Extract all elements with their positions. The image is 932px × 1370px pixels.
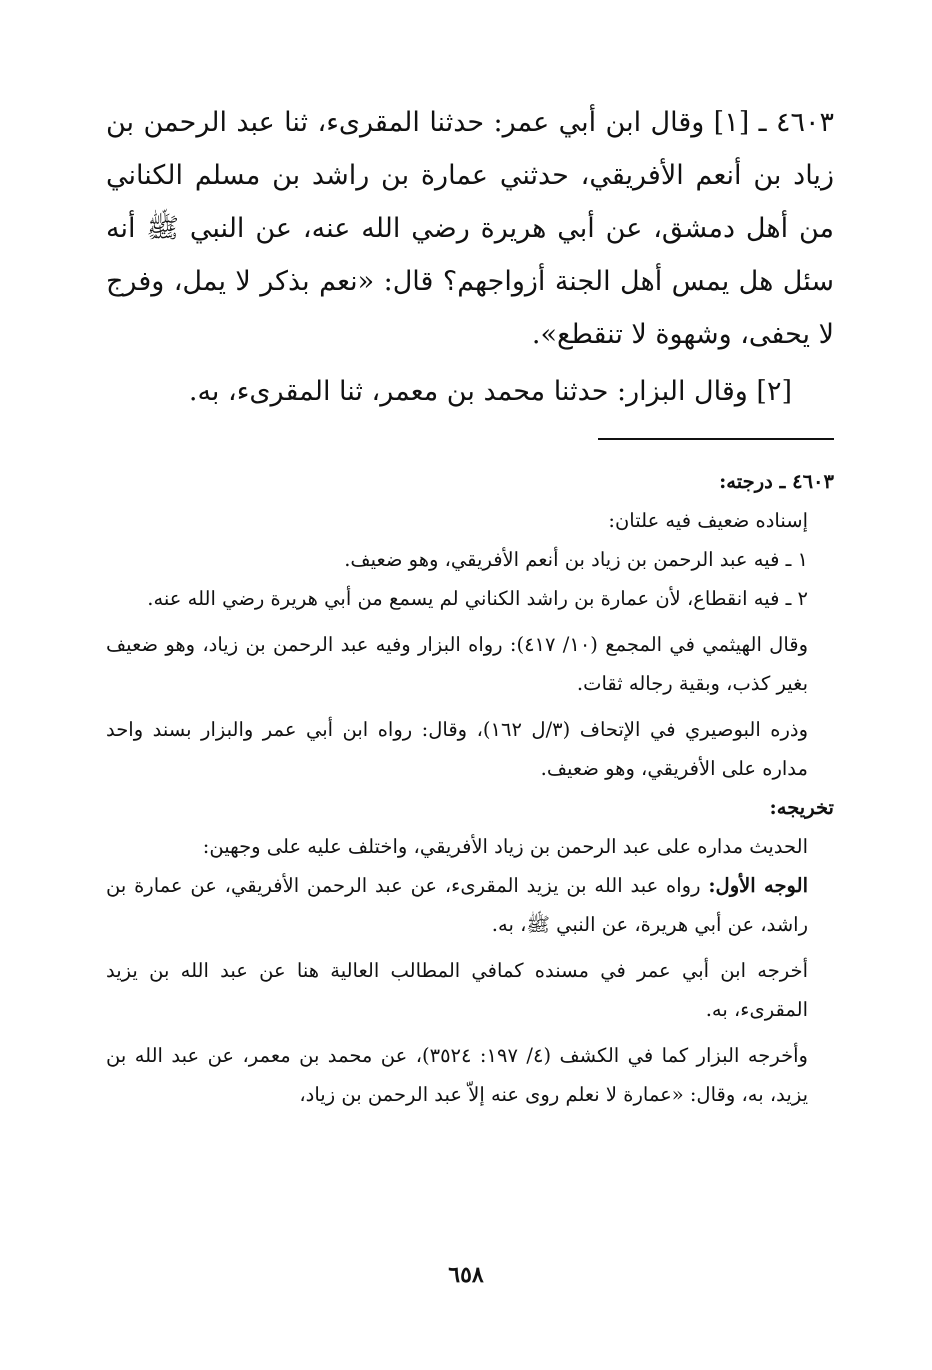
second-narration: [٢] وقال البزار: حدثنا محمد بن معمر، ثنا المقرىء، به.: [188, 376, 792, 407]
commentary: [106, 462, 834, 1114]
takhrij-bazzar: وأخرجه البزار كما في الكشف (٤/ ١٩٧: ٣٥٢٤)، عن محمد بن معمر، عن عبد الله بن يزيد، به، وقال: «عمارة لا نعلم روى عنه إلاّ عبد الرحمن بن زياد،: [106, 1044, 808, 1106]
grading-heading: ٤٦٠٣ ـ درجته:: [719, 470, 834, 493]
footnote-separator: [598, 438, 834, 440]
busiri-note: وذره البوصيري في الإتحاف (٣/ل ١٦٢)، وقال: رواه ابن أبي عمر والبزار بسند واحد مداره على الأفريقي، وهو ضعيف.: [106, 718, 809, 780]
isnad-statement: إسناده ضعيف فيه علتان:: [608, 509, 808, 532]
first-way-label: الوجه الأول:: [708, 874, 808, 897]
haythami-note: وقال الهيثمي في المجمع (١٠/ ٤١٧): رواه البزار وفيه عبد الرحمن بن زياد، وهو ضعيف بغير كذب، وبقية رجاله ثقات.: [106, 633, 808, 695]
hadith-paragraph: ٤٦٠٣ ـ [١] وقال ابن أبي عمر: حدثنا المقرىء، ثنا عبد الرحمن بن زياد بن أنعم الأفريقي، حدثني عمارة بن راشد بن مسلم الكناني من أهل دمشق، عن أبي هريرة رضي الله عنه، عن النبي ﷺ أنه سئل هل يمس أهل الجنة أزواجهم؟ قال: «نعم بذكر لا يمل، وفرج لا يحفى، وشهوة لا تنقطع».: [106, 107, 834, 350]
first-way: [106, 866, 834, 944]
defect-2: ٢ ـ فيه انقطاع، لأن عمارة بن راشد الكناني لم يسمع من أبي هريرة رضي الله عنه.: [147, 587, 808, 610]
takhrij-intro: الحديث مداره على عبد الرحمن بن زياد الأفريقي، واختلف عليه على وجهين:: [202, 835, 808, 858]
main-text: [106, 96, 834, 418]
defect-1: ١ ـ فيه عبد الرحمن بن زياد بن أنعم الأفريقي، وهو ضعيف.: [344, 548, 808, 571]
first-way-text: رواه عبد الله بن يزيد المقرىء، عن عبد الرحمن الأفريقي، عن عمارة بن راشد، عن أبي هريرة، عن النبي ﷺ، به.: [106, 874, 808, 936]
takhrij-heading: تخريجه:: [769, 796, 834, 819]
page-number: ٦٥٨: [448, 1262, 484, 1288]
takhrij-ibn-abi-umar: أخرجه ابن أبي عمر في مسنده كمافي المطالب العالية هنا عن عبد الله بن يزيد المقرىء، به.: [106, 959, 808, 1021]
